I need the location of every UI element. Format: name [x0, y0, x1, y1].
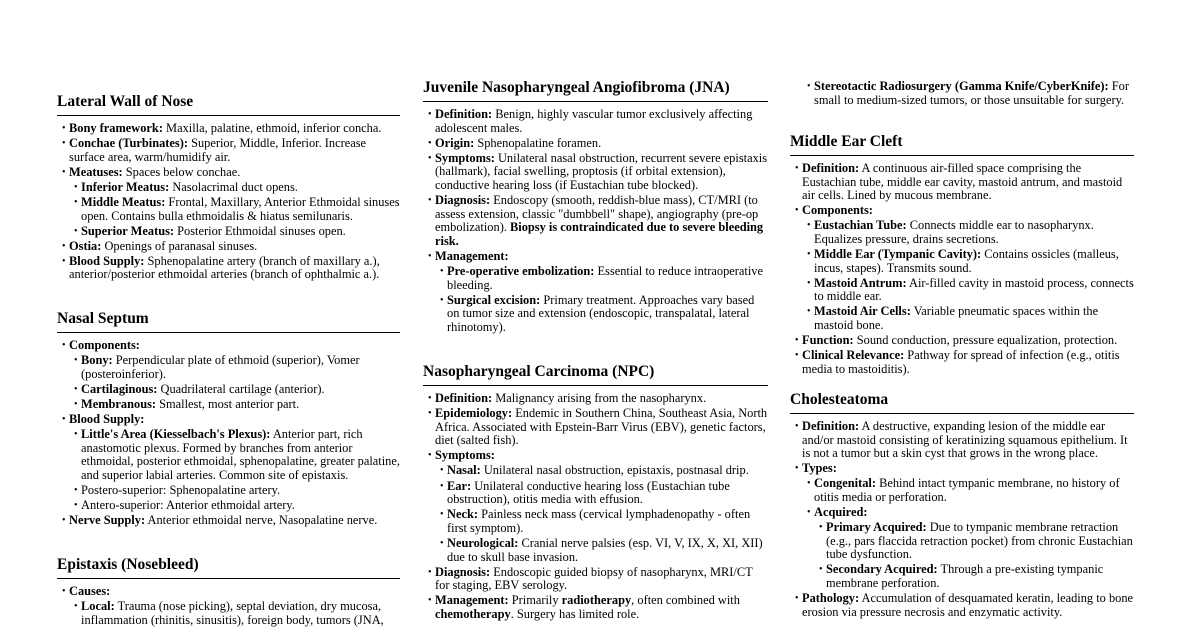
list-item: [790, 592, 1134, 619]
list-item: [790, 506, 1134, 520]
bullet-list: [57, 339, 400, 528]
list-item-term: Definition:: [435, 391, 493, 405]
list-item-term: Origin:: [435, 135, 475, 150]
list-item-term: Meatuses:: [69, 164, 123, 179]
list-item-term: Local:: [81, 599, 115, 614]
list-item-term: Epidemiology:: [435, 406, 513, 421]
list-item-text: . Surgery has limited role.: [510, 606, 640, 621]
list-item-text: Antero-superior: Anterior ethmoidal artery.: [81, 498, 295, 513]
list-item-text: Smallest, most anterior part.: [156, 396, 300, 411]
section-continuation: [790, 80, 1134, 109]
list-item-text: Variable pneumatic spaces within the mastoid bone.: [814, 304, 1099, 333]
bullet-list: [790, 162, 1134, 376]
list-item-text: Endoscopy (smooth, reddish-blue mass), CT/MRI (to assess extension, classic "dumbbell" shape), angiography (pre-op embolization).: [435, 193, 759, 235]
list-item: [790, 462, 1134, 476]
list-item: [790, 305, 1134, 332]
list-item: [423, 108, 768, 135]
list-item-emphasis: Biopsy is contraindicated due to severe bleeding risk.: [435, 220, 764, 248]
list-item: [423, 480, 768, 507]
list-item-text: , often combined with: [631, 593, 740, 608]
list-item: [423, 194, 768, 248]
list-item-term: Ostia:: [69, 238, 102, 253]
list-item-term: Components:: [802, 203, 873, 218]
list-item: [790, 162, 1134, 203]
list-item-text: Contains ossicles (malleus, incus, stapes). Transmits sound.: [814, 247, 1119, 275]
list-item-text: Perpendicular plate of ethmoid (superior), Vomer (posteroinferior).: [81, 353, 360, 381]
list-item-term: Pre-operative embolization:: [447, 264, 595, 279]
list-item: [57, 225, 400, 239]
list-item: [790, 477, 1134, 504]
list-item-text: Pathway for spread of infection (e.g., otitis media to mastoiditis).: [802, 348, 1120, 376]
list-item-term: Function:: [802, 333, 854, 348]
list-item-text: Essential to reduce intraoperative bleeding.: [447, 264, 763, 292]
list-item-text: Openings of paranasal sinuses.: [101, 238, 258, 253]
list-item: [57, 600, 400, 627]
section-middle-ear-cleft: [790, 133, 1134, 378]
section-title: Nasopharyngeal Carcinoma (NPC): [423, 363, 768, 386]
list-item: [423, 594, 768, 621]
list-item: [423, 407, 768, 448]
list-item-text: Endoscopic guided biopsy of nasopharynx, MRI/CT for staging, EBV serology.: [435, 564, 753, 593]
list-item-term: Cartilaginous:: [81, 381, 158, 396]
list-item-text: A destructive, expanding lesion of the middle ear and/or mastoid consisting of keratinizing squamous epithelium. It is not a tumor but a skin cyst that grows in the wrong place.: [802, 419, 1128, 461]
list-item-text: Nasolacrimal duct opens.: [169, 179, 298, 194]
list-item: [423, 294, 768, 335]
list-item: [57, 122, 400, 136]
section-title: Cholesteatoma: [790, 391, 1134, 414]
list-item-text: Malignancy arising from the nasopharynx.: [492, 391, 707, 405]
list-item-text: Frontal, Maxillary, Anterior Ethmoidal sinuses open. Contains bulla ethmoidalis & hiatus semilunaris.: [81, 194, 400, 223]
bullet-list: [57, 585, 400, 627]
list-item-term: Definition:: [435, 107, 493, 121]
list-item-term: Management:: [435, 248, 509, 263]
list-item-term: Diagnosis:: [435, 564, 491, 579]
list-item: [790, 349, 1134, 376]
list-item-text: Superior, Middle, Inferior. Increase surface area, warm/humidify air.: [69, 136, 367, 164]
list-item-term: Causes:: [69, 584, 111, 598]
list-item-term: Bony:: [81, 353, 113, 368]
list-item-term: Mastoid Antrum:: [814, 275, 907, 290]
list-item: [57, 499, 400, 513]
list-item: [57, 514, 400, 528]
list-item-text: Anterior part, rich anastomotic plexus. Formed by branches from anterior ethmoidal, posterior ethmoidal, sphenopalatine, greater palatine, and superior labial arteries. Common site of epistaxis.: [81, 427, 400, 482]
section-npc: [423, 363, 768, 623]
list-item-text: Anterior ethmoidal nerve, Nasopalatine nerve.: [145, 513, 378, 528]
list-item: [57, 484, 400, 498]
list-item-term: Surgical excision:: [447, 292, 541, 307]
section-title: Middle Ear Cleft: [790, 133, 1134, 156]
list-item: [790, 204, 1134, 218]
list-item-term: Mastoid Air Cells:: [814, 304, 911, 319]
list-item: [57, 255, 400, 282]
list-item: [423, 464, 768, 478]
list-item: [423, 152, 768, 193]
list-item-term: Diagnosis:: [435, 193, 491, 208]
list-item-term: Stereotactic Radiosurgery (Gamma Knife/CyberKnife):: [814, 79, 1109, 93]
list-item-term: Definition:: [802, 419, 860, 433]
list-item: [57, 413, 400, 427]
list-item-term: Blood Supply:: [69, 253, 145, 268]
list-item: [57, 196, 400, 223]
bullet-list: [790, 80, 1134, 107]
list-item-text: Behind intact tympanic membrane, no history of otitis media or perforation.: [814, 476, 1120, 504]
list-item: [57, 398, 400, 412]
list-item: [423, 265, 768, 292]
list-item: [790, 420, 1134, 461]
list-item-term: Primary Acquired:: [826, 520, 927, 535]
list-item: [57, 339, 400, 353]
list-item: [57, 585, 400, 599]
list-item-text: For small to medium-sized tumors, or those unsuitable for surgery.: [814, 79, 1129, 107]
list-item: [423, 449, 768, 463]
list-item-term: Pathology:: [802, 591, 860, 606]
list-item: [790, 219, 1134, 246]
list-item-term: Membranous:: [81, 396, 157, 411]
list-item-text: Unilateral conductive hearing loss (Eustachian tube obstruction), otitis media with effusion.: [447, 478, 730, 507]
list-item-term: Blood Supply:: [69, 411, 145, 426]
list-item-text: Endemic in Southern China, Southeast Asia, North Africa. Associated with Epstein-Barr Virus (EBV), genetic factors, diet (salted fish).: [435, 406, 768, 448]
bullet-list: [790, 420, 1134, 619]
list-item-term: Eustachian Tube:: [814, 218, 907, 233]
list-item-text: Postero-superior: Sphenopalatine artery.: [81, 482, 281, 497]
list-item-text: Sphenopalatine artery (branch of maxillary a.), anterior/posterior ethmoidal arteries (branch of ophthalmic a.).: [69, 253, 380, 282]
list-item-term: Secondary Acquired:: [826, 562, 938, 577]
list-item-term: Neurological:: [447, 535, 519, 550]
list-item-text: Primary treatment. Approaches vary based on tumor size and extension (endoscopic, transpalatal, lateral rhinotomy).: [447, 292, 755, 334]
list-item-term: Middle Ear (Tympanic Cavity):: [814, 247, 982, 262]
list-item-term: Acquired:: [814, 505, 868, 520]
section-title: Lateral Wall of Nose: [57, 93, 400, 116]
list-item: [790, 521, 1134, 562]
section-title: Juvenile Nasopharyngeal Angiofibroma (JNA): [423, 79, 768, 102]
list-item: [423, 537, 768, 564]
section-title: Epistaxis (Nosebleed): [57, 556, 400, 579]
list-item: [57, 354, 400, 381]
list-item: [790, 334, 1134, 348]
list-item-text: Painless neck mass (cervical lymphadenopathy - often first symptom).: [447, 507, 751, 535]
list-item-term: Little's Area (Kiesselbach's Plexus):: [81, 427, 271, 442]
list-item: [790, 563, 1134, 590]
list-item-term: Bony framework:: [69, 121, 163, 135]
list-item: [57, 240, 400, 254]
list-item-text: A continuous air-filled space comprising the Eustachian tube, middle ear cavity, mastoid antrum, and mastoid air cells. Lined by mucous membrane.: [802, 161, 1123, 203]
list-item-term: Nasal:: [447, 463, 481, 478]
list-item-text: Air-filled cavity in mastoid process, connects to middle ear.: [814, 275, 1134, 304]
list-item-term: Types:: [802, 461, 837, 476]
list-item: [423, 508, 768, 535]
list-item: [57, 137, 400, 164]
list-item-term: Superior Meatus:: [81, 223, 175, 238]
list-item: [423, 250, 768, 264]
bullet-list: [57, 122, 400, 282]
list-item-text: Posterior Ethmoidal sinuses open.: [174, 223, 346, 238]
section-nasal-septum: [57, 310, 400, 529]
list-item-text: Quadrilateral cartilage (anterior).: [157, 381, 325, 396]
list-item-term: Definition:: [802, 161, 860, 175]
list-item-text: Benign, highly vascular tumor exclusively affecting adolescent males.: [435, 107, 753, 135]
list-item-text: Unilateral nasal obstruction, recurrent severe epistaxis (hallmark), facial swelling, proptosis (if orbital extension), conductive hearing loss (if Eustachian tube blocked).: [435, 150, 768, 192]
section-cholesteatoma: [790, 391, 1134, 621]
section-epistaxis: [57, 556, 400, 629]
bullet-list: [423, 108, 768, 335]
list-item: [423, 566, 768, 593]
list-item-term: Clinical Relevance:: [802, 348, 905, 363]
list-item-text: Sound conduction, pressure equalization, protection.: [853, 333, 1118, 348]
list-item-term: Symptoms:: [435, 150, 495, 165]
list-item-text: Accumulation of desquamated keratin, leading to bone erosion via pressure necrosis and enzymatic activity.: [802, 591, 1134, 619]
list-item-term: Neck:: [447, 507, 478, 522]
list-item: [57, 181, 400, 195]
list-item-text: Sphenopalatine foramen.: [474, 135, 602, 150]
list-item-term: Components:: [69, 338, 140, 352]
list-item-text: Through a pre-existing tympanic membrane perforation.: [826, 562, 1104, 591]
list-item: [423, 392, 768, 406]
list-item: [790, 277, 1134, 304]
list-item: [423, 137, 768, 151]
list-item-text: Cranial nerve palsies (esp. VI, V, IX, X, XI, XII) due to skull base invasion.: [447, 535, 763, 564]
list-item-emphasis: radiotherapy: [561, 593, 632, 608]
list-item: [57, 383, 400, 397]
list-item-text: Due to tympanic membrane retraction (e.g., pars flaccida retraction pocket) from chronic Eustachian tube dysfunction.: [826, 520, 1133, 562]
list-item: [57, 166, 400, 180]
section-lateral-wall: [57, 93, 400, 284]
list-item-term: Management:: [435, 593, 509, 608]
list-item-term: Congenital:: [814, 476, 876, 491]
list-item-text: Trauma (nose picking), septal deviation, dry mucosa, inflammation (rhinitis, sinusitis), foreign body, tumors (JNA,: [81, 599, 384, 627]
list-item-emphasis: chemotherapy: [435, 606, 511, 621]
bullet-list: [423, 392, 768, 622]
list-item-term: Nerve Supply:: [69, 513, 146, 528]
list-item-text: Maxilla, palatine, ethmoid, inferior concha.: [162, 121, 382, 135]
list-item-text: Unilateral nasal obstruction, epistaxis, postnasal drip.: [480, 463, 749, 478]
list-item-term: Inferior Meatus:: [81, 179, 170, 194]
list-item: [790, 248, 1134, 275]
list-item-text: Spaces below conchae.: [122, 164, 241, 179]
list-item-term: Symptoms:: [435, 448, 495, 463]
list-item-text: Connects middle ear to nasopharynx. Equalizes pressure, drains secretions.: [814, 218, 1094, 246]
list-item-term: Conchae (Turbinates):: [69, 136, 188, 151]
section-jna: [423, 79, 768, 336]
list-item-text: Primarily: [508, 593, 562, 608]
list-item: [790, 80, 1134, 107]
list-item-term: Ear:: [447, 478, 472, 493]
list-item-term: Middle Meatus:: [81, 194, 166, 209]
list-item: [57, 428, 400, 482]
section-title: Nasal Septum: [57, 310, 400, 333]
